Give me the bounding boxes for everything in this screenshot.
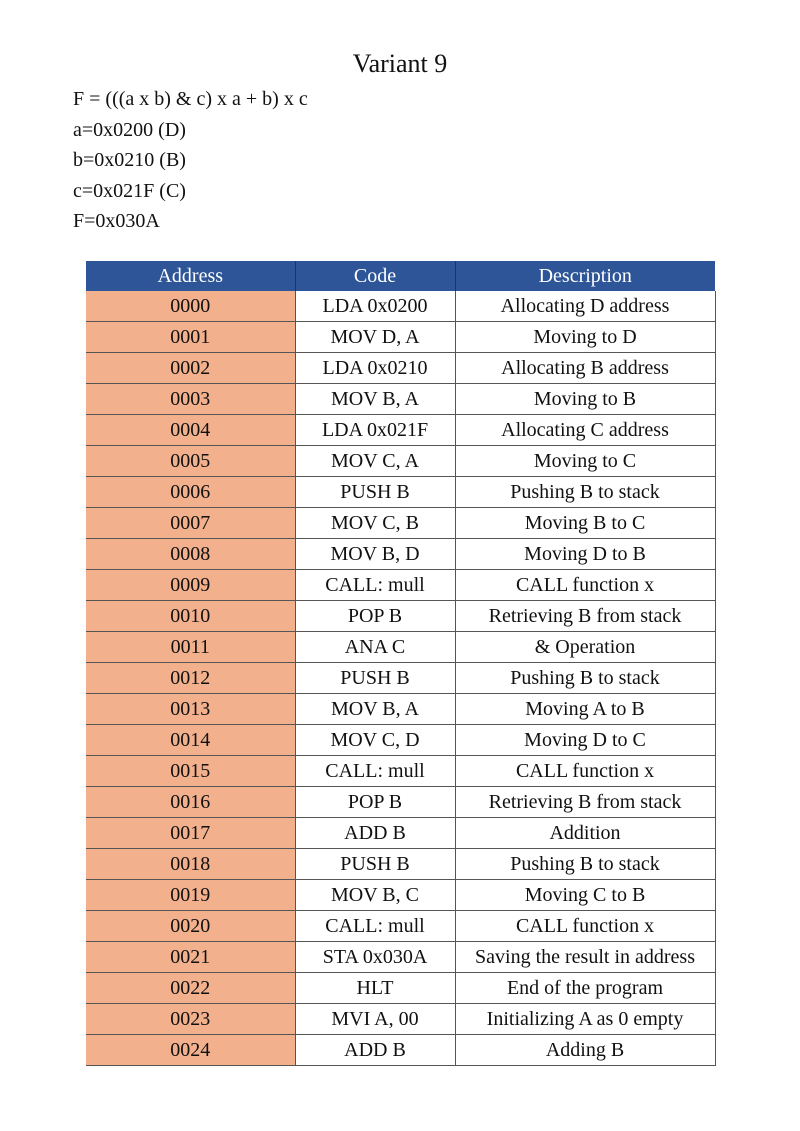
header-description: Description: [455, 261, 715, 291]
table-row: [86, 446, 715, 477]
code-cell: CALL: mull: [295, 570, 455, 601]
table-row: [86, 787, 715, 818]
code-cell: POP B: [295, 601, 455, 632]
address-cell: 0014: [86, 725, 295, 756]
description-cell: Moving to C: [455, 446, 715, 477]
description-cell: Moving B to C: [455, 508, 715, 539]
description-cell: Saving the result in address: [455, 942, 715, 973]
table-row: [86, 849, 715, 880]
description-cell: Moving A to B: [455, 694, 715, 725]
table-row: [86, 508, 715, 539]
variable-b-line: b=0x0210 (B): [73, 149, 186, 171]
address-cell: 0008: [86, 539, 295, 570]
address-cell: 0021: [86, 942, 295, 973]
description-cell: CALL function x: [455, 756, 715, 787]
description-cell: Moving to D: [455, 322, 715, 353]
table-row: [86, 415, 715, 446]
table-row: [86, 322, 715, 353]
header-code: Code: [295, 261, 455, 291]
description-cell: Retrieving B from stack: [455, 787, 715, 818]
description-cell: Moving to B: [455, 384, 715, 415]
table-row: [86, 1004, 715, 1035]
table-row: [86, 880, 715, 911]
code-cell: CALL: mull: [295, 911, 455, 942]
address-cell: 0017: [86, 818, 295, 849]
table-row: [86, 756, 715, 787]
table-row: [86, 694, 715, 725]
instruction-table: [86, 261, 716, 1066]
table-row: [86, 663, 715, 694]
address-cell: 0020: [86, 911, 295, 942]
table-row: [86, 911, 715, 942]
address-cell: 0004: [86, 415, 295, 446]
address-cell: 0011: [86, 632, 295, 663]
code-cell: MOV C, A: [295, 446, 455, 477]
code-cell: MOV B, A: [295, 384, 455, 415]
table-row: [86, 384, 715, 415]
description-cell: Addition: [455, 818, 715, 849]
header-address: Address: [86, 261, 295, 291]
description-cell: Allocating C address: [455, 415, 715, 446]
address-cell: 0002: [86, 353, 295, 384]
address-cell: 0007: [86, 508, 295, 539]
code-cell: LDA 0x021F: [295, 415, 455, 446]
address-cell: 0001: [86, 322, 295, 353]
table-row: [86, 818, 715, 849]
description-cell: CALL function x: [455, 911, 715, 942]
code-cell: ADD B: [295, 1035, 455, 1066]
address-cell: 0013: [86, 694, 295, 725]
page-title: Variant 9: [352, 49, 448, 78]
description-cell: Initializing A as 0 empty: [455, 1004, 715, 1035]
table-row: [86, 942, 715, 973]
description-cell: Moving C to B: [455, 880, 715, 911]
code-cell: LDA 0x0200: [295, 291, 455, 322]
code-cell: MOV C, D: [295, 725, 455, 756]
description-cell: Adding B: [455, 1035, 715, 1066]
code-cell: MVI A, 00: [295, 1004, 455, 1035]
address-cell: 0022: [86, 973, 295, 1004]
variable-a-line: a=0x0200 (D): [73, 118, 186, 141]
table-row: [86, 1035, 715, 1066]
code-cell: ANA C: [295, 632, 455, 663]
description-cell: Moving D to B: [455, 539, 715, 570]
code-cell: MOV B, C: [295, 880, 455, 911]
description-cell: Pushing B to stack: [455, 663, 715, 694]
code-cell: LDA 0x0210: [295, 353, 455, 384]
formula-block: [73, 84, 308, 237]
address-cell: 0019: [86, 880, 295, 911]
code-cell: MOV B, D: [295, 539, 455, 570]
address-cell: 0023: [86, 1004, 295, 1035]
table-row: [86, 725, 715, 756]
table-row: [86, 353, 715, 384]
address-cell: 0000: [86, 291, 295, 322]
description-cell: Pushing B to stack: [455, 477, 715, 508]
description-cell: End of the program: [455, 973, 715, 1004]
code-cell: PUSH B: [295, 663, 455, 694]
address-cell: 0024: [86, 1035, 295, 1066]
address-cell: 0003: [86, 384, 295, 415]
code-cell: CALL: mull: [295, 756, 455, 787]
table-row: [86, 477, 715, 508]
address-cell: 0010: [86, 601, 295, 632]
code-cell: MOV C, B: [295, 508, 455, 539]
result-f-line: F=0x030A: [73, 210, 160, 232]
code-cell: MOV D, A: [295, 322, 455, 353]
description-cell: Allocating D address: [455, 291, 715, 322]
table-row: [86, 973, 715, 1004]
formula-line: F = (((a x b) & c) x a + b) x c: [73, 88, 308, 110]
table-row: [86, 632, 715, 663]
address-cell: 0006: [86, 477, 295, 508]
table-row: [86, 570, 715, 601]
code-cell: PUSH B: [295, 849, 455, 880]
code-cell: MOV B, A: [295, 694, 455, 725]
address-cell: 0018: [86, 849, 295, 880]
description-cell: Retrieving B from stack: [455, 601, 715, 632]
description-cell: Pushing B to stack: [455, 849, 715, 880]
table-row: [86, 601, 715, 632]
code-cell: POP B: [295, 787, 455, 818]
code-cell: HLT: [295, 973, 455, 1004]
table-row: [86, 539, 715, 570]
address-cell: 0016: [86, 787, 295, 818]
table-header-row: [86, 261, 715, 291]
address-cell: 0012: [86, 663, 295, 694]
address-cell: 0015: [86, 756, 295, 787]
description-cell: Allocating B address: [455, 353, 715, 384]
code-cell: ADD B: [295, 818, 455, 849]
table-body: [86, 291, 715, 1066]
address-cell: 0005: [86, 446, 295, 477]
address-cell: 0009: [86, 570, 295, 601]
code-cell: STA 0x030A: [295, 942, 455, 973]
code-cell: PUSH B: [295, 477, 455, 508]
description-cell: & Operation: [455, 632, 715, 663]
variable-c-line: c=0x021F (C): [73, 179, 186, 202]
description-cell: CALL function x: [455, 570, 715, 601]
table-row: [86, 291, 715, 322]
description-cell: Moving D to C: [455, 725, 715, 756]
